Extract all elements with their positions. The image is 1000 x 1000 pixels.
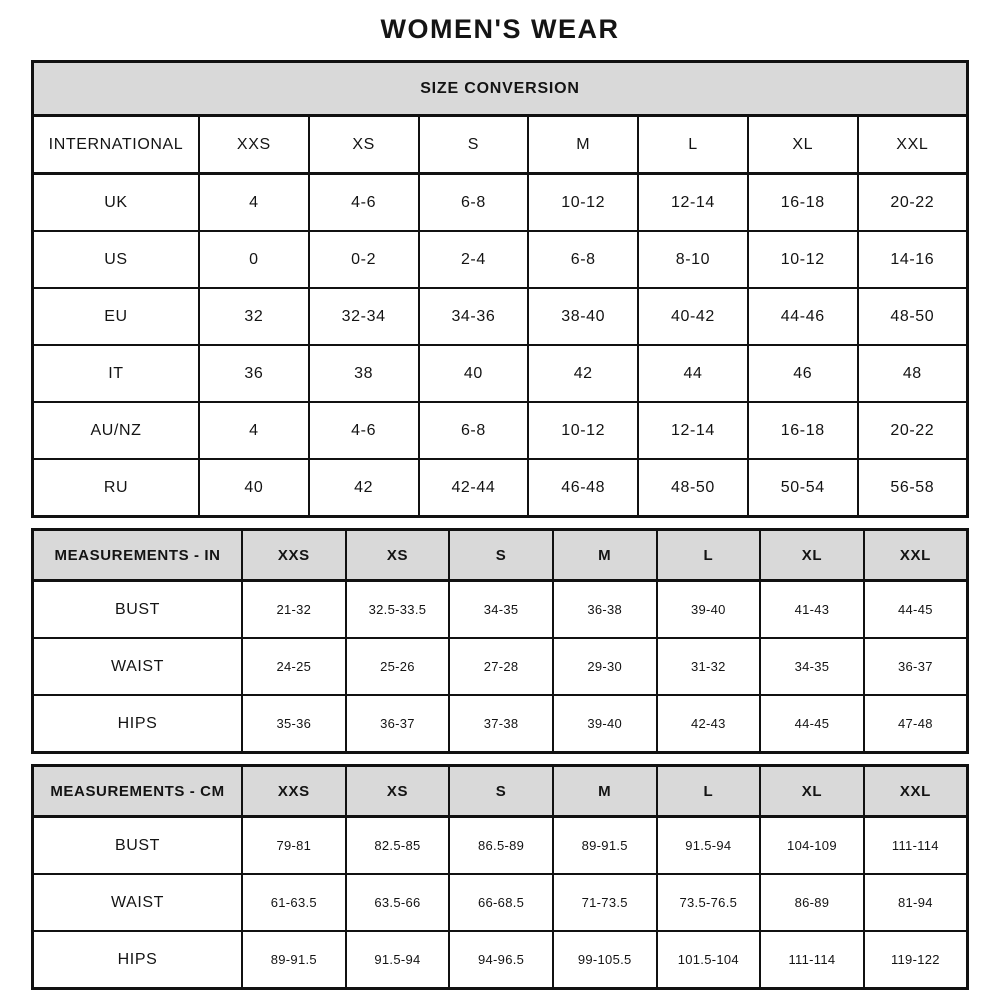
size-conversion-title: SIZE CONVERSION xyxy=(33,62,968,116)
value-cell: 101.5-104 xyxy=(657,931,761,989)
column-header-row xyxy=(33,530,968,581)
value-cell: 82.5-85 xyxy=(346,817,450,875)
value-cell: 104-109 xyxy=(760,817,864,875)
value-cell: 86-89 xyxy=(760,874,864,931)
value-cell: 36-37 xyxy=(346,695,450,753)
value-cell: 56-58 xyxy=(858,459,968,517)
value-cell: 42-43 xyxy=(657,695,761,753)
row-label-cell: RU xyxy=(33,459,199,517)
value-cell: 16-18 xyxy=(748,402,858,459)
table-row xyxy=(33,174,968,232)
size-chart-page xyxy=(31,0,969,990)
value-cell: 39-40 xyxy=(657,581,761,639)
value-cell: 10-12 xyxy=(528,174,638,232)
value-cell: 47-48 xyxy=(864,695,968,753)
table-row xyxy=(33,817,968,875)
column-header-cell: M xyxy=(553,766,657,817)
value-cell: 111-114 xyxy=(760,931,864,989)
value-cell: 99-105.5 xyxy=(553,931,657,989)
row-label-cell: US xyxy=(33,231,199,288)
value-cell: 32 xyxy=(199,288,309,345)
value-cell: 6-8 xyxy=(419,174,529,232)
column-header-cell: XS xyxy=(346,530,450,581)
value-cell: 89-91.5 xyxy=(553,817,657,875)
value-cell: 91.5-94 xyxy=(657,817,761,875)
value-cell: 8-10 xyxy=(638,231,748,288)
column-header-cell: M xyxy=(553,530,657,581)
row-label-cell: BUST xyxy=(33,817,243,875)
value-cell: 12-14 xyxy=(638,402,748,459)
value-cell: 24-25 xyxy=(242,638,346,695)
page-title: WOMEN'S WEAR xyxy=(380,14,620,44)
table-row xyxy=(33,931,968,989)
value-cell: 111-114 xyxy=(864,817,968,875)
value-cell: 27-28 xyxy=(449,638,553,695)
value-cell: 81-94 xyxy=(864,874,968,931)
value-cell: 63.5-66 xyxy=(346,874,450,931)
value-cell: 36-38 xyxy=(553,581,657,639)
value-cell: 38 xyxy=(309,345,419,402)
value-cell: 50-54 xyxy=(748,459,858,517)
row-label-cell: EU xyxy=(33,288,199,345)
row-label-cell: UK xyxy=(33,174,199,232)
value-cell: 37-38 xyxy=(449,695,553,753)
value-cell: 89-91.5 xyxy=(242,931,346,989)
value-cell: 42 xyxy=(309,459,419,517)
value-cell: 38-40 xyxy=(528,288,638,345)
column-header-cell: S xyxy=(449,530,553,581)
column-header-cell: XL xyxy=(748,116,858,174)
value-cell: 14-16 xyxy=(858,231,968,288)
value-cell: 4-6 xyxy=(309,402,419,459)
value-cell: 32.5-33.5 xyxy=(346,581,450,639)
value-cell: 66-68.5 xyxy=(449,874,553,931)
value-cell: 6-8 xyxy=(528,231,638,288)
value-cell: 48-50 xyxy=(858,288,968,345)
value-cell: 40-42 xyxy=(638,288,748,345)
table-row xyxy=(33,638,968,695)
column-header-cell: XS xyxy=(346,766,450,817)
value-cell: 91.5-94 xyxy=(346,931,450,989)
value-cell: 71-73.5 xyxy=(553,874,657,931)
column-header-cell: XL xyxy=(760,530,864,581)
value-cell: 10-12 xyxy=(528,402,638,459)
value-cell: 36 xyxy=(199,345,309,402)
table-row xyxy=(33,402,968,459)
column-header-row xyxy=(33,116,968,174)
value-cell: 48 xyxy=(858,345,968,402)
value-cell: 29-30 xyxy=(553,638,657,695)
measurements-cm-table xyxy=(31,764,969,990)
value-cell: 34-35 xyxy=(449,581,553,639)
value-cell: 6-8 xyxy=(419,402,529,459)
column-header-cell: XXS xyxy=(242,766,346,817)
table-row xyxy=(33,695,968,753)
column-header-cell: XXL xyxy=(864,766,968,817)
table-row xyxy=(33,345,968,402)
value-cell: 44 xyxy=(638,345,748,402)
row-label-cell: IT xyxy=(33,345,199,402)
value-cell: 0-2 xyxy=(309,231,419,288)
column-header-cell: XXS xyxy=(242,530,346,581)
value-cell: 46-48 xyxy=(528,459,638,517)
row-label-cell: AU/NZ xyxy=(33,402,199,459)
table-row xyxy=(33,459,968,517)
value-cell: 61-63.5 xyxy=(242,874,346,931)
value-cell: 48-50 xyxy=(638,459,748,517)
value-cell: 41-43 xyxy=(760,581,864,639)
value-cell: 44-45 xyxy=(864,581,968,639)
value-cell: 20-22 xyxy=(858,402,968,459)
column-header-row xyxy=(33,766,968,817)
size-conversion-table xyxy=(31,60,969,518)
table-row xyxy=(33,231,968,288)
row-label-cell: WAIST xyxy=(33,638,243,695)
value-cell: 4 xyxy=(199,402,309,459)
value-cell: 36-37 xyxy=(864,638,968,695)
value-cell: 34-36 xyxy=(419,288,529,345)
table-row xyxy=(33,874,968,931)
value-cell: 40 xyxy=(199,459,309,517)
value-cell: 4-6 xyxy=(309,174,419,232)
value-cell: 40 xyxy=(419,345,529,402)
table-caption-row xyxy=(33,62,968,116)
row-label-cell: BUST xyxy=(33,581,243,639)
value-cell: 32-34 xyxy=(309,288,419,345)
value-cell: 42-44 xyxy=(419,459,529,517)
value-cell: 0 xyxy=(199,231,309,288)
value-cell: 44-45 xyxy=(760,695,864,753)
column-header-cell: XL xyxy=(760,766,864,817)
table-row xyxy=(33,288,968,345)
value-cell: 16-18 xyxy=(748,174,858,232)
value-cell: 35-36 xyxy=(242,695,346,753)
value-cell: 86.5-89 xyxy=(449,817,553,875)
column-header-cell: L xyxy=(657,766,761,817)
value-cell: 34-35 xyxy=(760,638,864,695)
column-header-cell: M xyxy=(528,116,638,174)
table-row xyxy=(33,581,968,639)
value-cell: 21-32 xyxy=(242,581,346,639)
measurements-in-title: MEASUREMENTS - IN xyxy=(33,530,243,581)
value-cell: 46 xyxy=(748,345,858,402)
column-header-cell: INTERNATIONAL xyxy=(33,116,199,174)
column-header-cell: XS xyxy=(309,116,419,174)
value-cell: 4 xyxy=(199,174,309,232)
row-label-cell: WAIST xyxy=(33,874,243,931)
value-cell: 42 xyxy=(528,345,638,402)
row-label-cell: HIPS xyxy=(33,695,243,753)
value-cell: 73.5-76.5 xyxy=(657,874,761,931)
value-cell: 39-40 xyxy=(553,695,657,753)
measurements-in-table xyxy=(31,528,969,754)
value-cell: 44-46 xyxy=(748,288,858,345)
column-header-cell: XXL xyxy=(864,530,968,581)
value-cell: 94-96.5 xyxy=(449,931,553,989)
measurements-cm-title: MEASUREMENTS - CM xyxy=(33,766,243,817)
column-header-cell: XXL xyxy=(858,116,968,174)
value-cell: 31-32 xyxy=(657,638,761,695)
value-cell: 12-14 xyxy=(638,174,748,232)
value-cell: 10-12 xyxy=(748,231,858,288)
column-header-cell: S xyxy=(449,766,553,817)
value-cell: 25-26 xyxy=(346,638,450,695)
value-cell: 119-122 xyxy=(864,931,968,989)
value-cell: 2-4 xyxy=(419,231,529,288)
row-label-cell: HIPS xyxy=(33,931,243,989)
value-cell: 79-81 xyxy=(242,817,346,875)
column-header-cell: L xyxy=(638,116,748,174)
value-cell: 20-22 xyxy=(858,174,968,232)
column-header-cell: S xyxy=(419,116,529,174)
column-header-cell: L xyxy=(657,530,761,581)
column-header-cell: XXS xyxy=(199,116,309,174)
